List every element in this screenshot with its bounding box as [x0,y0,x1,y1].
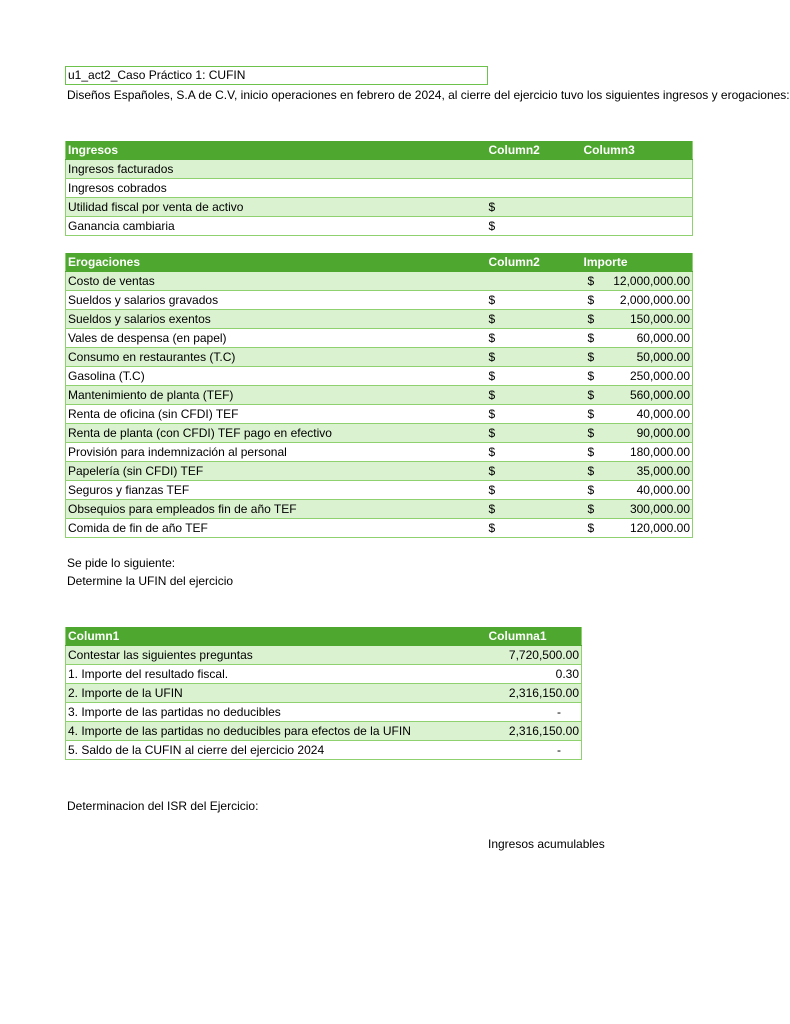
ingresos-header-label[interactable]: Ingresos [66,141,487,160]
preguntas-header-column1[interactable]: Column1 [66,627,487,646]
amount-value: 180,000.00 [629,444,690,459]
amount-value: 150,000.00 [629,311,690,326]
ingresos-header-column3[interactable]: Column3 [582,141,693,160]
currency-symbol: $ [587,482,595,497]
pregunta-value-cell[interactable]: 2,316,150.00 [487,722,582,741]
amount-value: 12,000,000.00 [613,273,690,288]
erogaciones-label-cell[interactable]: Renta de planta (con CFDI) TEF pago en efectivo [66,424,487,443]
ingresos-column3-cell[interactable] [582,217,693,236]
instructions-line2-cell[interactable]: Determine la UFIN del ejercicio [67,574,234,588]
amount-value: 60,000.00 [636,330,690,345]
table-row [66,160,693,179]
erogaciones-column2-cell[interactable]: $ [487,405,582,424]
currency-symbol: $ [587,349,595,364]
erogaciones-header-row [66,253,693,272]
table-row [66,386,693,405]
table-row [66,703,582,722]
erogaciones-header-importe[interactable]: Importe [582,253,693,272]
erogaciones-importe-cell[interactable] [582,500,693,519]
table-row [66,500,693,519]
preguntas-table [65,627,582,760]
erogaciones-importe-cell[interactable] [582,481,693,500]
erogaciones-column2-cell[interactable] [487,272,582,291]
erogaciones-header-column2[interactable]: Column2 [487,253,582,272]
erogaciones-importe-cell[interactable] [582,424,693,443]
erogaciones-importe-cell[interactable] [582,291,693,310]
ingresos-label-cell[interactable]: Ingresos facturados [66,160,487,179]
table-row [66,272,693,291]
erogaciones-column2-cell[interactable]: $ [487,481,582,500]
erogaciones-label-cell[interactable]: Renta de oficina (sin CFDI) TEF [66,405,487,424]
ingresos-column2-cell[interactable]: $ [487,198,582,217]
currency-symbol: $ [587,406,595,421]
erogaciones-header-label[interactable]: Erogaciones [66,253,487,272]
intro-text-cell[interactable]: Diseños Españoles, S.A de C.V, inicio operaciones en febrero de 2024, al cierre del ejercicio tuvo los siguientes ingresos y erogaciones: [67,88,790,102]
isr-heading-cell[interactable]: Determinacion del ISR del Ejercicio: [67,799,259,813]
table-row [66,405,693,424]
table-row [66,198,693,217]
erogaciones-importe-cell[interactable] [582,272,693,291]
erogaciones-label-cell[interactable]: Sueldos y salarios gravados [66,291,487,310]
erogaciones-importe-cell[interactable] [582,405,693,424]
pregunta-label-cell[interactable]: 4. Importe de las partidas no deducibles para efectos de la UFIN [66,722,487,741]
ingresos-acumulables-cell[interactable]: Ingresos acumulables [488,837,605,851]
table-row [66,741,582,760]
erogaciones-column2-cell[interactable]: $ [487,500,582,519]
amount-value: 120,000.00 [629,520,690,535]
pregunta-value-cell[interactable]: - [487,703,582,722]
table-row [66,329,693,348]
ingresos-column3-cell[interactable] [582,160,693,179]
amount-value: 250,000.00 [629,368,690,383]
currency-symbol: $ [587,501,595,516]
currency-symbol: $ [587,330,595,345]
currency-symbol: $ [587,292,595,307]
erogaciones-importe-cell[interactable] [582,519,693,538]
currency-symbol: $ [587,425,595,440]
pregunta-label-cell[interactable]: 3. Importe de las partidas no deducibles [66,703,487,722]
erogaciones-importe-cell[interactable] [582,367,693,386]
erogaciones-table [65,253,693,538]
erogaciones-label-cell[interactable]: Comida de fin de año TEF [66,519,487,538]
erogaciones-column2-cell[interactable]: $ [487,291,582,310]
amount-value: 90,000.00 [636,425,690,440]
amount-value: 35,000.00 [636,463,690,478]
table-row [66,665,582,684]
table-row [66,684,582,703]
table-row [66,217,693,236]
ingresos-label-cell[interactable]: Utilidad fiscal por venta de activo [66,198,487,217]
table-row [66,519,693,538]
table-row [66,348,693,367]
pregunta-label-cell[interactable]: 2. Importe de la UFIN [66,684,487,703]
erogaciones-column2-cell[interactable]: $ [487,462,582,481]
table-row [66,722,582,741]
currency-symbol: $ [587,444,595,459]
table-row [66,443,693,462]
erogaciones-column2-cell[interactable]: $ [487,519,582,538]
currency-symbol: $ [587,311,595,326]
erogaciones-importe-cell[interactable] [582,310,693,329]
ingresos-header-row [66,141,693,160]
amount-value: 40,000.00 [636,482,690,497]
currency-symbol: $ [587,463,595,478]
table-row [66,310,693,329]
erogaciones-column2-cell[interactable]: $ [487,367,582,386]
table-row [66,291,693,310]
pregunta-value-cell[interactable]: 0.30 [487,665,582,684]
sheet-title-cell[interactable]: u1_act2_Caso Práctico 1: CUFIN [65,66,488,85]
pregunta-value-cell[interactable]: 2,316,150.00 [487,684,582,703]
erogaciones-importe-cell[interactable] [582,462,693,481]
instructions-line1-cell[interactable]: Se pide lo siguiente: [67,556,176,570]
erogaciones-importe-cell[interactable] [582,443,693,462]
erogaciones-importe-cell[interactable] [582,386,693,405]
erogaciones-column2-cell[interactable]: $ [487,386,582,405]
table-row [66,481,693,500]
ingresos-column2-cell[interactable] [487,179,582,198]
ingresos-column2-cell[interactable] [487,160,582,179]
ingresos-table [65,141,693,236]
amount-value: 50,000.00 [636,349,690,364]
pregunta-label-cell[interactable]: 1. Importe del resultado fiscal. [66,665,487,684]
erogaciones-label-cell[interactable]: Consumo en restaurantes (T.C) [66,348,487,367]
erogaciones-column2-cell[interactable]: $ [487,443,582,462]
table-row [66,367,693,386]
currency-symbol: $ [587,387,595,402]
erogaciones-column2-cell[interactable]: $ [487,424,582,443]
pregunta-value-cell[interactable]: - [487,741,582,760]
erogaciones-label-cell[interactable]: Gasolina (T.C) [66,367,487,386]
erogaciones-column2-cell[interactable]: $ [487,348,582,367]
table-row [66,462,693,481]
amount-value: 300,000.00 [629,501,690,516]
ingresos-label-cell[interactable]: Ganancia cambiaria [66,217,487,236]
pregunta-value-cell[interactable]: 7,720,500.00 [487,646,582,665]
erogaciones-label-cell[interactable]: Mantenimiento de planta (TEF) [66,386,487,405]
ingresos-column2-cell[interactable]: $ [487,217,582,236]
preguntas-header-columna1[interactable]: Columna1 [487,627,582,646]
table-row [66,646,582,665]
erogaciones-label-cell[interactable]: Obsequios para empleados fin de año TEF [66,500,487,519]
ingresos-header-column2[interactable]: Column2 [487,141,582,160]
erogaciones-importe-cell[interactable] [582,348,693,367]
currency-symbol: $ [587,273,595,288]
pregunta-label-cell[interactable]: 5. Saldo de la CUFIN al cierre del ejercicio 2024 [66,741,487,760]
erogaciones-label-cell[interactable]: Vales de despensa (en papel) [66,329,487,348]
table-row [66,179,693,198]
ingresos-label-cell[interactable]: Ingresos cobrados [66,179,487,198]
erogaciones-label-cell[interactable]: Costo de ventas [66,272,487,291]
preguntas-header-row [66,627,582,646]
ingresos-column3-cell[interactable] [582,198,693,217]
erogaciones-label-cell[interactable]: Seguros y fianzas TEF [66,481,487,500]
amount-value: 560,000.00 [629,387,690,402]
erogaciones-importe-cell[interactable] [582,329,693,348]
amount-value: 2,000,000.00 [619,292,690,307]
pregunta-label-cell[interactable]: Contestar las siguientes preguntas [66,646,487,665]
erogaciones-label-cell[interactable]: Provisión para indemnización al personal [66,443,487,462]
erogaciones-column2-cell[interactable]: $ [487,329,582,348]
currency-symbol: $ [587,368,595,383]
erogaciones-label-cell[interactable]: Sueldos y salarios exentos [66,310,487,329]
table-row [66,424,693,443]
erogaciones-column2-cell[interactable]: $ [487,310,582,329]
ingresos-column3-cell[interactable] [582,179,693,198]
amount-value: 40,000.00 [636,406,690,421]
erogaciones-label-cell[interactable]: Papelería (sin CFDI) TEF [66,462,487,481]
currency-symbol: $ [587,520,595,535]
